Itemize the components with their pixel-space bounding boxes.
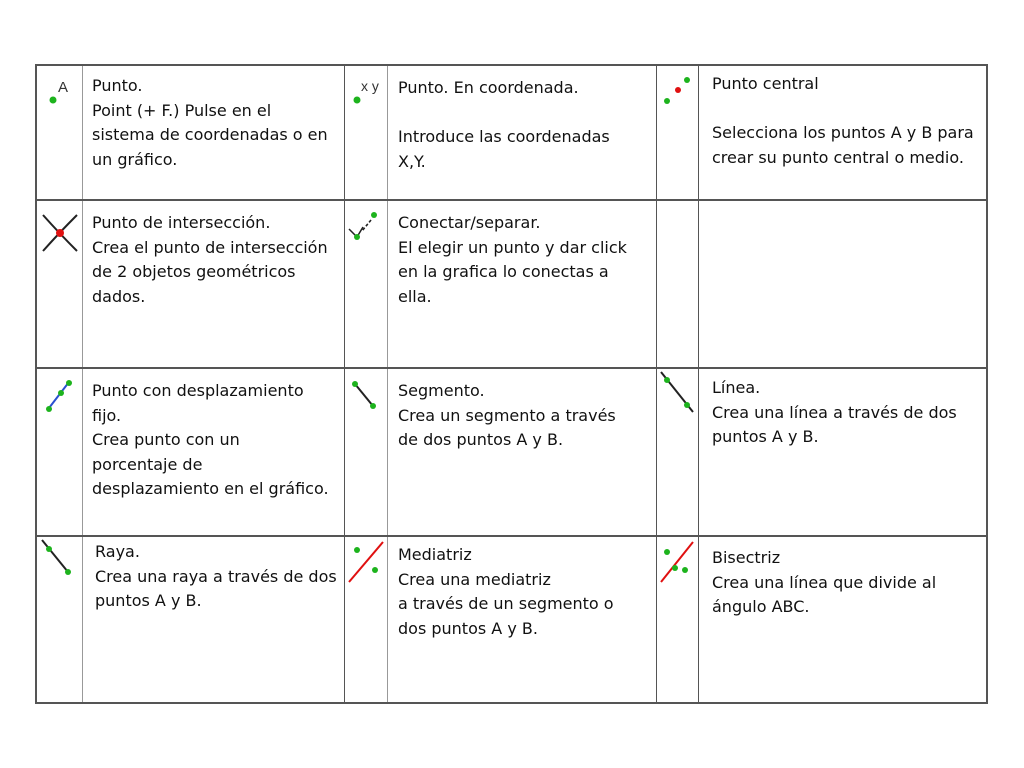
tool-description-attach-detach: Conectar/separar. El elegir un punto y dar click en la grafica lo conectas a ella. [398, 213, 627, 306]
tool-description-segment: Segmento. Crea un segmento a través de dos puntos A y B. [398, 381, 616, 449]
row-divider [37, 199, 986, 201]
point-label: A [58, 79, 69, 96]
tool-description-line: Línea. Crea una línea a través de dos puntos A y B. [712, 378, 957, 446]
perpendicular-bisector-icon [347, 538, 391, 582]
tool-description-midpoint: Punto central Selecciona los puntos A y B para crear su punto central o medio. [712, 74, 974, 167]
row-divider [37, 367, 986, 369]
angle-bisector-icon [659, 538, 703, 582]
tool-description-point: Punto. Point (+ F.) Pulse en el sistema de coordenadas o en un gráfico. [92, 76, 328, 169]
tool-description-point-coordinates: Punto. En coordenada. Introduce las coordenadas X,Y. [398, 78, 610, 171]
segment-icon [349, 376, 393, 420]
column-divider [656, 66, 657, 702]
row-divider [37, 535, 986, 537]
tool-description-angle-bisector: Bisectriz Crea una línea que divide al ángulo ABC. [712, 548, 937, 616]
tool-description-intersection: Punto de intersección. Crea el punto de intersección de 2 objetos geométricos dados. [92, 213, 328, 306]
tools-table [35, 64, 988, 704]
xy-label: x y [361, 78, 379, 94]
attach-detach-icon [345, 209, 389, 253]
line-icon [659, 368, 703, 412]
point-with-label-icon [39, 72, 83, 116]
intersection-icon [39, 211, 83, 255]
column-divider [344, 66, 345, 702]
tool-description-ray: Raya. Crea una raya a través de dos puntos A y B. [95, 542, 337, 610]
point-on-path-icon [41, 376, 85, 420]
midpoint-icon [659, 70, 703, 114]
point-xy-icon [347, 72, 391, 116]
tool-description-point-on-path: Punto con desplazamiento fijo. Crea punto con un porcentaje de desplazamiento en el gráfico. [92, 381, 329, 498]
ray-icon [40, 538, 84, 582]
tool-description-perpendicular-bisector: Mediatriz Crea una mediatriz a través de un segmento o dos puntos A y B. [398, 545, 614, 638]
